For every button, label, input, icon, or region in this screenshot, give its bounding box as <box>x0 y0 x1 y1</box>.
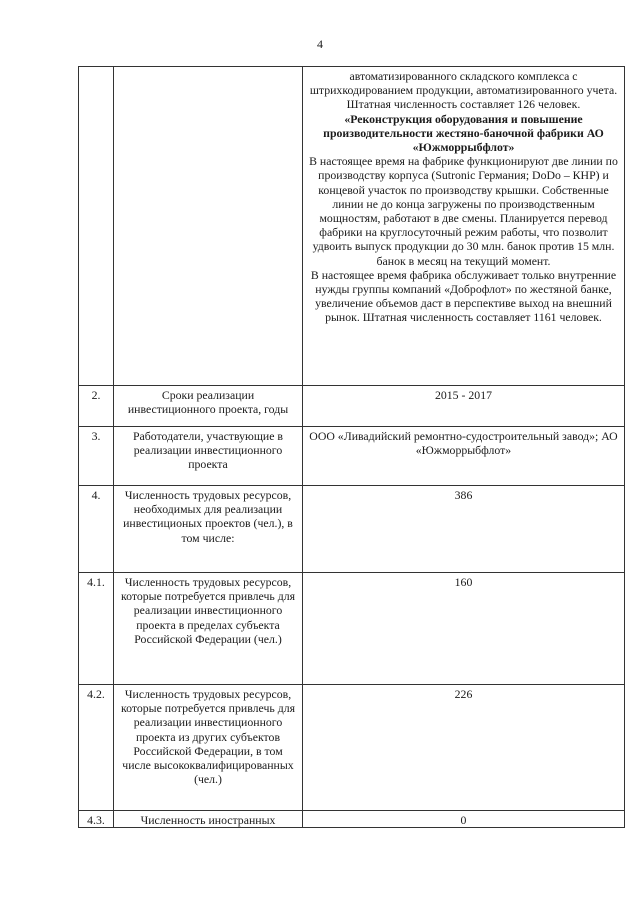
page-number: 4 <box>317 37 323 51</box>
row-number: 4.1. <box>79 573 114 685</box>
row-number: 4. <box>79 486 114 573</box>
row-label: Численность трудовых ресурсов, необходимых для реализации инвестиционых проектов (чел.), в том числе: <box>114 486 303 573</box>
row-label: Работодатели, участвующие в реализации инвестиционного проекта <box>114 427 303 486</box>
row-value: 386 <box>303 486 625 573</box>
paragraph: автоматизированного складского комплекса с штрихкодированием продукции, автоматизированного учета. <box>309 69 618 98</box>
row-value: 160 <box>303 573 625 685</box>
row-value: ООО «Ливадийский ремонтно-судостроительный завод»; АО «Южморрыбфлот» <box>303 427 625 486</box>
row-number: 4.2. <box>79 685 114 811</box>
table-row <box>79 573 625 685</box>
row-label: Численность трудовых ресурсов, которые потребуется привлечь для реализации инвестиционного проекта в пределах субъекта Российской Федерации (чел.) <box>114 573 303 685</box>
table-row <box>79 486 625 573</box>
table-row <box>79 811 625 828</box>
row-value: 0 <box>303 811 625 828</box>
row-label: Численность иностранных <box>114 811 303 828</box>
row-value <box>303 67 625 386</box>
row-label: Сроки реализации инвестиционного проекта, годы <box>114 386 303 427</box>
row-label: Численность трудовых ресурсов, которые потребуется привлечь для реализации инвестиционного проекта из других субъектов Российской Федерации, в том числе высококвалифицированных (чел.) <box>114 685 303 811</box>
row-value: 226 <box>303 685 625 811</box>
row-number <box>79 67 114 386</box>
row-value: 2015 - 2017 <box>303 386 625 427</box>
project-heading: «Реконструкция оборудования и повышение производительности жестяно-баночной фабрики АО «Южморрыбфлот» <box>323 111 604 155</box>
paragraph: В настоящее время фабрика обслуживает только внутренние нужды группы компаний «Доброфлот» по жестяной банке, увеличение объемов даст в перспективе выход на внешний рынок. Штатная численность составляет 1161 человек. <box>310 267 617 325</box>
row-label <box>114 67 303 386</box>
row-number: 4.3. <box>79 811 114 828</box>
investment-project-table <box>78 66 625 828</box>
table-row <box>79 386 625 427</box>
table-row <box>79 427 625 486</box>
table-row <box>79 67 625 386</box>
paragraph: Штатная численность составляет 126 человек. <box>346 97 581 112</box>
row-number: 2. <box>79 386 114 427</box>
row-number: 3. <box>79 427 114 486</box>
paragraph: В настоящее время на фабрике функционируют две линии по производству корпуса (Sutronic Германия; DoDo – КНР) и концевой участок по производству крышки. Собственные линии не до конца загружены по производственным мощностям, работают в две смены. Планируется перевод фабрики на круглосуточный режим работы, что позволит удвоить выпуск продукции до 30 млн. банок против 15 млн. банок в месяц на текущий момент. <box>309 154 618 268</box>
table-row <box>79 685 625 811</box>
